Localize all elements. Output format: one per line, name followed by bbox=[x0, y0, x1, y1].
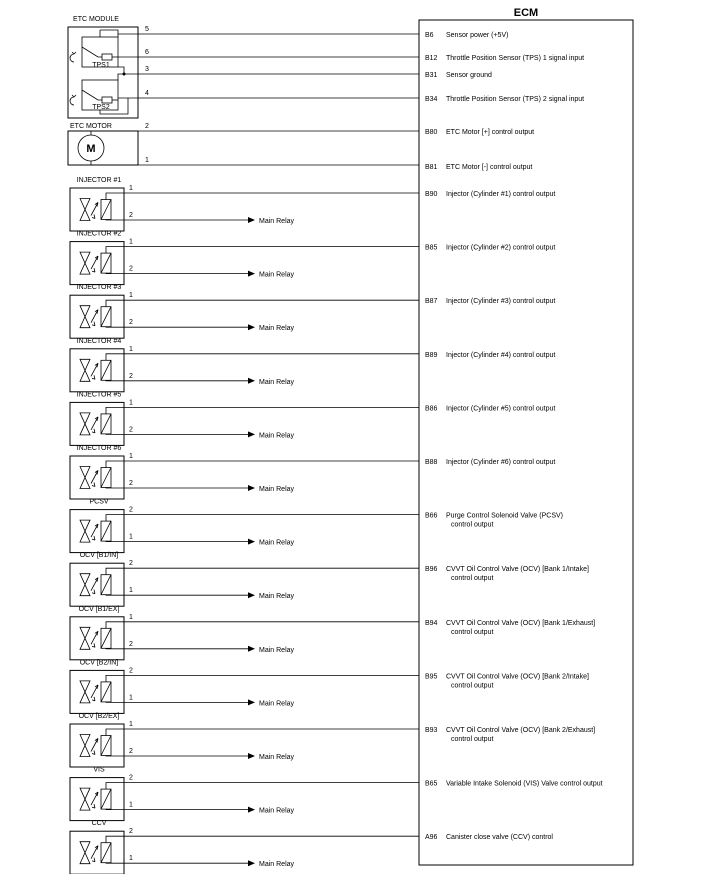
main-relay-label: Main Relay bbox=[259, 700, 295, 708]
wire-pin: 2 bbox=[129, 372, 133, 380]
wire-pin: 1 bbox=[129, 453, 133, 460]
etc-module-title: ETC MODULE bbox=[73, 16, 119, 23]
main-relay-label: Main Relay bbox=[259, 646, 295, 654]
ecm-terminal: B86 bbox=[425, 405, 438, 413]
etc-motor-title: ETC MOTOR bbox=[70, 123, 112, 130]
ecm-terminal-desc: Injector (Cylinder #5) control output bbox=[446, 405, 556, 413]
wire-pin: 1 bbox=[129, 721, 133, 728]
wire-pin: 2 bbox=[129, 480, 133, 487]
main-relay-label: Main Relay bbox=[259, 539, 295, 547]
ecm-terminal-desc: control output bbox=[451, 575, 494, 583]
main-relay-label: Main Relay bbox=[259, 807, 295, 815]
ecm-terminal-desc: Sensor ground bbox=[446, 72, 492, 79]
wire-pin: 1 bbox=[145, 157, 149, 164]
ecm-terminal-desc: Variable Intake Solenoid (VIS) Valve control output bbox=[446, 780, 603, 788]
ecm-terminal-desc: control output bbox=[451, 682, 494, 690]
wire-pin: 1 bbox=[129, 855, 133, 863]
component-title: VIS bbox=[93, 766, 105, 774]
ecm-terminal-desc: Injector (Cylinder #4) control output bbox=[446, 351, 556, 359]
main-relay-label: Main Relay bbox=[259, 593, 295, 601]
wire-pin: 1 bbox=[129, 801, 133, 809]
tps2-label: TPS2 bbox=[92, 104, 110, 111]
wire-pin: 2 bbox=[129, 212, 133, 219]
wire-pin: 2 bbox=[145, 123, 149, 130]
ecm-terminal: B94 bbox=[425, 619, 438, 627]
component-title: INJECTOR #4 bbox=[76, 337, 122, 345]
ecm-terminal-desc: Injector (Cylinder #3) control output bbox=[446, 298, 556, 306]
ecm-terminal: B81 bbox=[425, 164, 438, 171]
ecm-terminal: B12 bbox=[425, 55, 438, 62]
ecm-terminal-desc: Injector (Cylinder #2) control output bbox=[446, 244, 556, 252]
ecm-terminal: B90 bbox=[425, 191, 438, 198]
arrow-right-icon bbox=[248, 807, 255, 813]
wire-pin: 2 bbox=[129, 506, 133, 514]
wire-pin: 1 bbox=[129, 238, 133, 246]
main-relay-label: Main Relay bbox=[259, 378, 295, 386]
motor-symbol: M bbox=[86, 143, 96, 155]
component-title: OCV [B1/IN] bbox=[79, 552, 119, 560]
ecm-terminal-desc: Injector (Cylinder #6) control output bbox=[446, 459, 556, 466]
ecm-terminal-desc: Sensor power (+5V) bbox=[446, 32, 509, 39]
component-box bbox=[70, 563, 124, 606]
ecm-terminal-desc: Injector (Cylinder #1) control output bbox=[446, 191, 556, 198]
ecm-terminal-desc: control output bbox=[451, 628, 494, 636]
arrow-right-icon bbox=[248, 753, 255, 759]
wire-pin: 1 bbox=[129, 533, 133, 541]
component-box bbox=[70, 188, 124, 231]
wire-pin: 1 bbox=[129, 613, 133, 621]
wire-pin: 3 bbox=[145, 66, 149, 73]
ecm-terminal: B87 bbox=[425, 298, 438, 306]
component-title: OCV [B2/IN] bbox=[79, 659, 119, 667]
wire-pin: 5 bbox=[145, 26, 149, 33]
ecm-terminal: B31 bbox=[425, 72, 438, 79]
ecm-terminal-desc: Canister close valve (CCV) control bbox=[446, 834, 553, 842]
wire-pin: 2 bbox=[129, 774, 133, 782]
ecm-terminal-desc: CVVT Oil Control Valve (OCV) [Bank 2/Intake] bbox=[446, 673, 589, 681]
component-title: INJECTOR #6 bbox=[76, 445, 122, 452]
arrow-right-icon bbox=[248, 431, 255, 437]
ecm-terminal-desc: control output bbox=[451, 521, 494, 529]
ecm-terminal: B6 bbox=[425, 32, 434, 39]
wire-pin: 1 bbox=[129, 587, 133, 595]
main-relay-label: Main Relay bbox=[259, 325, 295, 333]
component-box bbox=[70, 295, 124, 338]
arrow-right-icon bbox=[248, 217, 255, 223]
arrow-right-icon bbox=[248, 324, 255, 330]
ecm-terminal-desc: Throttle Position Sensor (TPS) 1 signal input bbox=[446, 55, 585, 62]
arrow-right-icon bbox=[248, 539, 255, 545]
wire-pin: 1 bbox=[129, 694, 133, 702]
ecm-title: ECM bbox=[513, 7, 539, 19]
arrow-right-icon bbox=[248, 592, 255, 598]
ecm-terminal: B88 bbox=[425, 459, 438, 466]
ecm-terminal: B65 bbox=[425, 780, 438, 788]
component-box bbox=[70, 724, 124, 767]
main-relay-label: Main Relay bbox=[259, 271, 295, 279]
arrow-right-icon bbox=[248, 485, 255, 491]
wire-pin: 2 bbox=[129, 560, 133, 568]
arrow-right-icon bbox=[248, 860, 255, 866]
component-box bbox=[70, 349, 124, 392]
component-box bbox=[70, 402, 124, 445]
ecm-terminal-desc: ETC Motor [+] control output bbox=[446, 129, 535, 136]
main-relay-label: Main Relay bbox=[259, 486, 295, 493]
wire-pin: 4 bbox=[145, 90, 149, 97]
wire-pin: 2 bbox=[129, 828, 133, 836]
component-title: INJECTOR #2 bbox=[76, 230, 122, 238]
main-relay-label: Main Relay bbox=[259, 218, 295, 225]
wire-pin: 2 bbox=[129, 748, 133, 755]
ecm-terminal-desc: CVVT Oil Control Valve (OCV) [Bank 1/Intake] bbox=[446, 566, 589, 574]
main-relay-label: Main Relay bbox=[259, 861, 295, 869]
wire-pin: 2 bbox=[129, 319, 133, 327]
wire-pin: 2 bbox=[129, 667, 133, 675]
component-box bbox=[70, 617, 124, 660]
component-title: PCSV bbox=[89, 498, 109, 506]
component-box bbox=[70, 670, 124, 713]
ecm-terminal-desc: CVVT Oil Control Valve (OCV) [Bank 2/Exhaust] bbox=[446, 727, 596, 734]
arrow-right-icon bbox=[248, 699, 255, 705]
component-box bbox=[70, 831, 124, 874]
component-box bbox=[70, 242, 124, 285]
ecm-terminal-desc: ETC Motor [-] control output bbox=[446, 164, 533, 171]
ecm-terminal: B95 bbox=[425, 673, 438, 681]
arrow-right-icon bbox=[248, 378, 255, 384]
ecm-terminal: B80 bbox=[425, 129, 438, 136]
wire-pin: 1 bbox=[129, 399, 133, 407]
ecm-terminal: B66 bbox=[425, 512, 438, 520]
ecm-terminal: B34 bbox=[425, 96, 438, 103]
ecm-terminal-desc: CVVT Oil Control Valve (OCV) [Bank 1/Exhaust] bbox=[446, 619, 596, 627]
component-box bbox=[70, 510, 124, 553]
component-box bbox=[70, 456, 124, 499]
arrow-right-icon bbox=[248, 646, 255, 652]
etc-motor-box bbox=[68, 131, 138, 165]
component-title: CCV bbox=[91, 820, 107, 828]
component-box bbox=[70, 778, 124, 821]
ecm-terminal: B93 bbox=[425, 727, 438, 734]
wire-pin: 6 bbox=[145, 49, 149, 56]
wire-pin: 1 bbox=[129, 185, 133, 192]
wire-pin: 2 bbox=[129, 426, 133, 434]
ecm-terminal-desc: control output bbox=[451, 736, 494, 743]
ecm-terminal: B85 bbox=[425, 244, 438, 252]
wire-pin: 2 bbox=[129, 640, 133, 648]
ecm-terminal: B96 bbox=[425, 566, 438, 574]
ecm-terminal: B89 bbox=[425, 351, 438, 359]
ecm-terminal-desc: Purge Control Solenoid Valve (PCSV) bbox=[446, 512, 563, 520]
main-relay-label: Main Relay bbox=[259, 432, 295, 440]
arrow-right-icon bbox=[248, 271, 255, 277]
component-title: OCV [B2/EX] bbox=[78, 713, 120, 720]
wire-pin: 1 bbox=[129, 345, 133, 353]
wire-pin: 1 bbox=[129, 292, 133, 300]
component-title: INJECTOR #1 bbox=[76, 177, 122, 184]
tps1-label: TPS1 bbox=[92, 62, 110, 69]
component-title: OCV [B1/EX] bbox=[78, 605, 120, 613]
component-title: INJECTOR #5 bbox=[76, 391, 122, 399]
wire-pin: 2 bbox=[129, 265, 133, 273]
component-title: INJECTOR #3 bbox=[76, 284, 122, 292]
main-relay-label: Main Relay bbox=[259, 754, 295, 761]
ecm-terminal: A96 bbox=[425, 834, 438, 842]
ecm-terminal-desc: Throttle Position Sensor (TPS) 2 signal input bbox=[446, 96, 585, 103]
